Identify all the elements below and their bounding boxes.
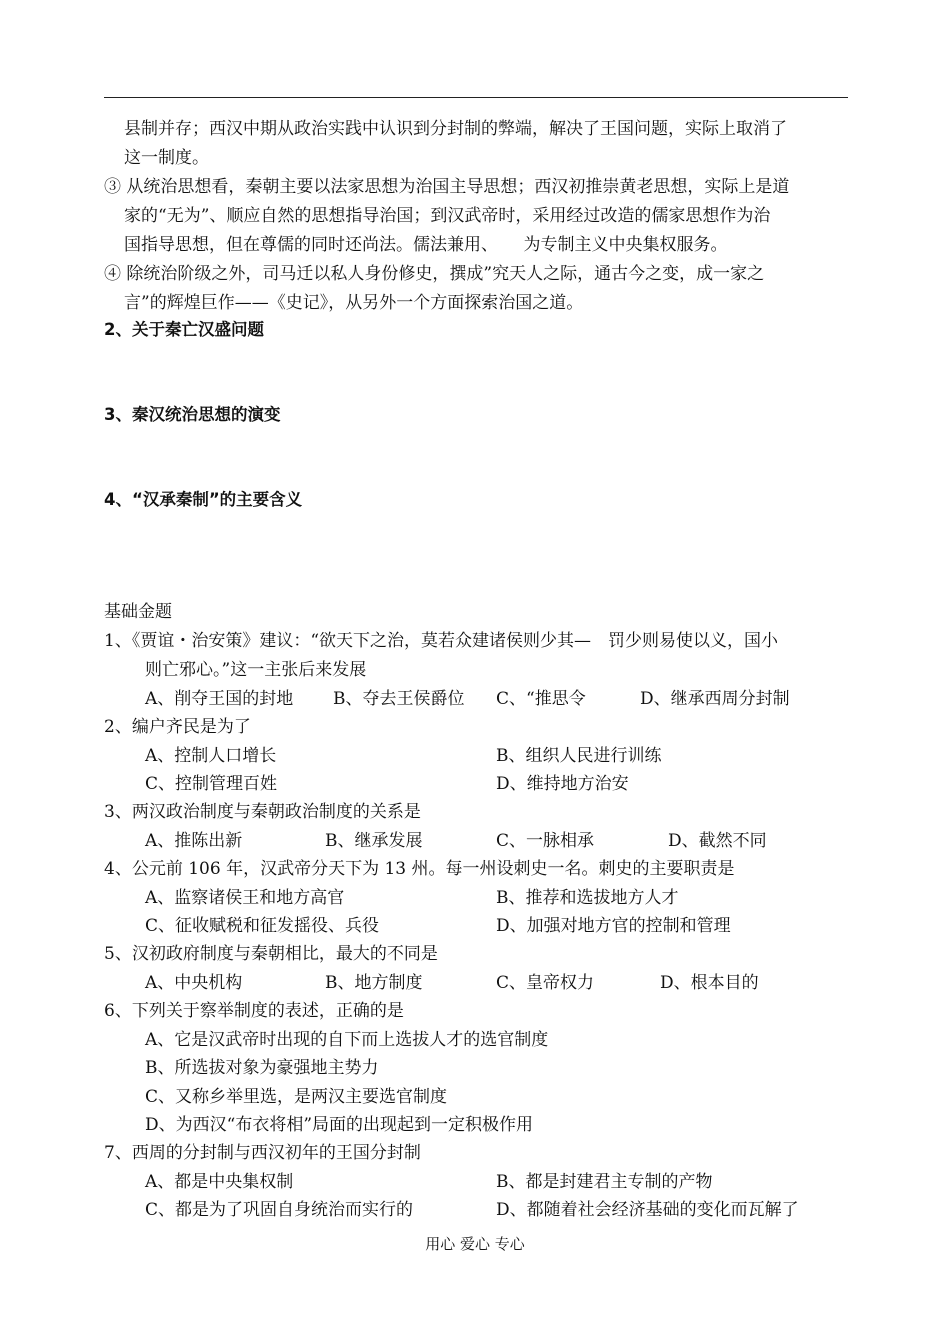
q5-option-a: A、中央机构 (145, 973, 243, 993)
heading-4: 4、“汉承秦制”的主要含义 (104, 490, 303, 509)
q2-option-c: C、控制管理百姓 (145, 774, 278, 794)
q3-option-b: B、继承发展 (325, 831, 423, 851)
q2-option-a: A、控制人口增长 (145, 746, 277, 766)
q1-option-d: D、继承西周分封制 (640, 689, 790, 709)
q3-option-c: C、一脉相承 (496, 831, 595, 851)
q5-option-d: D、根本目的 (660, 973, 759, 993)
intro-line-2: 这一制度。 (124, 148, 209, 168)
heading-3: 3、秦汉统治思想的演变 (104, 405, 281, 424)
q7-option-a: A、都是中央集权制 (145, 1172, 294, 1192)
page-footer: 用心 爱心 专心 (425, 1235, 525, 1253)
q6-option-b: B、所选拔对象为豪强地主势力 (145, 1058, 379, 1078)
q6-option-a: A、它是汉武帝时出现的自下而上选拔人才的选官制度 (145, 1030, 549, 1050)
q2-option-b: B、组织人民进行训练 (496, 746, 662, 766)
q3-option-a: A、推陈出新 (145, 831, 243, 851)
q4-option-c: C、征收赋税和征发摇役、兵役 (145, 916, 380, 936)
q1-stem-line-2: 则亡邪心。”这一主张后来发展 (145, 660, 367, 680)
q4-option-b: B、推荐和选拔地方人才 (496, 888, 679, 908)
q7-option-c: C、都是为了巩固自身统治而实行的 (145, 1200, 414, 1220)
heading-2: 2、关于秦亡汉盛问题 (104, 320, 264, 339)
q6-option-c: C、又称乡举里选，是两汉主要选官制度 (145, 1087, 448, 1107)
q1-option-a: A、削夺王国的封地 (145, 689, 294, 709)
q2-stem: 2、编户齐民是为了 (104, 717, 251, 737)
q1-option-c: C、“推思令 (496, 689, 586, 709)
item-4-line-2: 言”的辉煌巨作——《史记》，从另外一个方面探索治国之道。 (124, 293, 584, 313)
q5-option-b: B、地方制度 (325, 973, 423, 993)
q7-option-b: B、都是封建君主专制的产物 (496, 1172, 713, 1192)
item-3-line-1: ③ 从统治思想看，秦朝主要以法家思想为治国主导思想；西汉初推崇黄老思想，实际上是道 (104, 177, 790, 197)
q4-stem: 4、公元前 106 年，汉武帝分天下为 13 州。每一州设刺史一名。刺史的主要职责是 (104, 859, 735, 879)
q5-stem: 5、汉初政府制度与秦朝相比，最大的不同是 (104, 944, 438, 964)
q5-option-c: C、皇帝权力 (496, 973, 595, 993)
item-3-line-3: 国指导思想，但在尊儒的同时还尚法。儒法兼用、 为专制主义中央集权服务。 (124, 235, 728, 255)
q6-option-d: D、为西汉“布衣将相”局面的出现起到一定积极作用 (145, 1115, 534, 1135)
q3-option-d: D、截然不同 (668, 831, 767, 851)
q1-option-b: B、夺去王侯爵位 (333, 689, 465, 709)
q6-stem: 6、下列关于察举制度的表述，正确的是 (104, 1001, 404, 1021)
header-rule (104, 97, 848, 98)
q1-stem-line-1: 1、《贾谊・治安策》建议：“欲天下之治，莫若众建诸侯则少其— 罚少则易使以义，国小 (104, 631, 779, 651)
q2-option-d: D、维持地方治安 (496, 774, 629, 794)
q3-stem: 3、两汉政治制度与秦朝政治制度的关系是 (104, 802, 421, 822)
item-3-line-2: 家的“无为”、顺应自然的思想指导治国；到汉武帝时，采用经过改造的儒家思想作为治 (124, 206, 771, 226)
q7-option-d: D、都随着社会经济基础的变化而瓦解了 (496, 1200, 799, 1220)
q7-stem: 7、西周的分封制与西汉初年的王国分封制 (104, 1143, 421, 1163)
intro-line-1: 县制并存；西汉中期从政治实践中认识到分封制的弊端，解决了王国问题，实际上取消了 (124, 119, 787, 139)
q4-option-d: D、加强对地方官的控制和管理 (496, 916, 731, 936)
q4-option-a: A、监察诸侯王和地方高官 (145, 888, 345, 908)
item-4-line-1: ④ 除统治阶级之外，司马迁以私人身份修史，撰成”究天人之际，通古今之变，成一家之 (104, 264, 765, 284)
section-title: 基础金题 (104, 602, 172, 622)
